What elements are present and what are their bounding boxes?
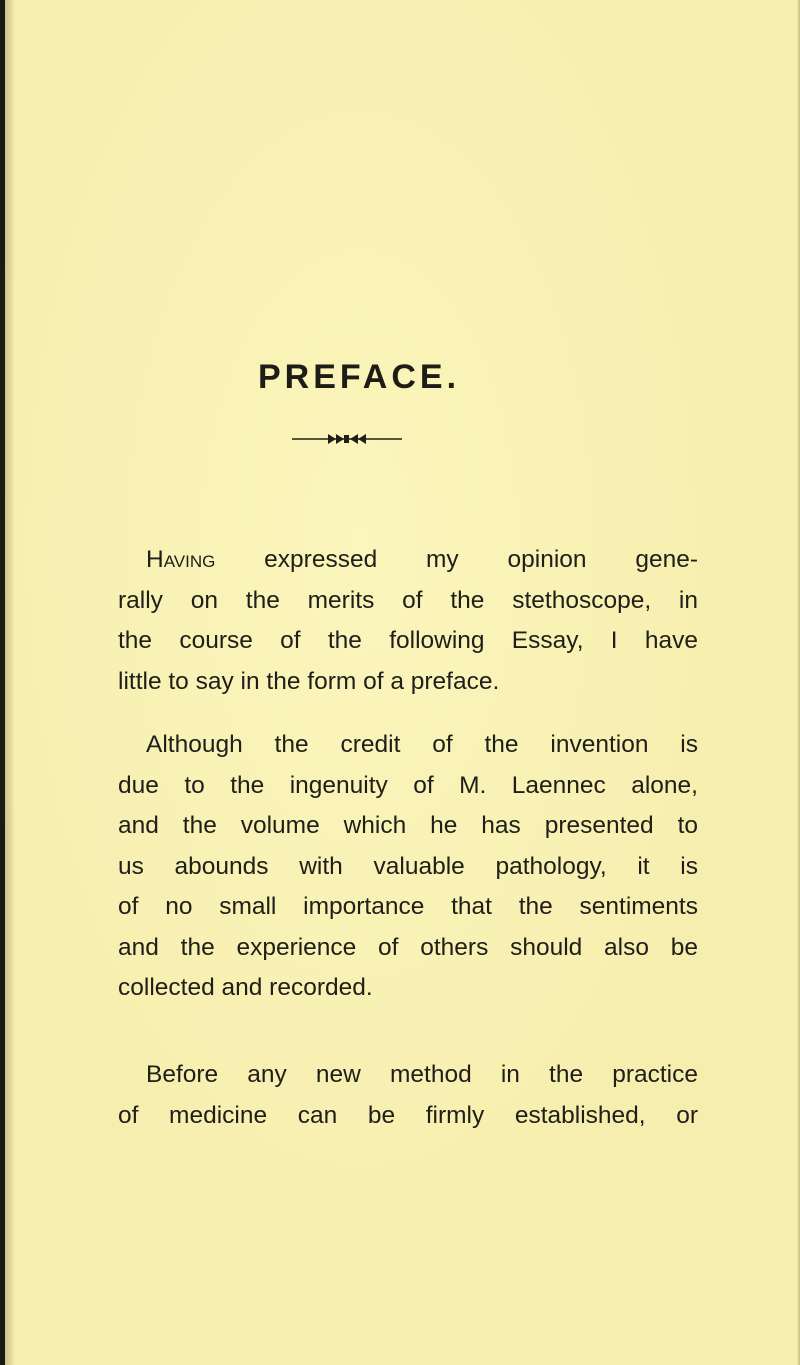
- gutter-shadow: [5, 0, 15, 1365]
- paragraph-3: [118, 1055, 698, 1136]
- line-text: expressed my opinion gene-: [215, 546, 698, 573]
- paragraph-1: [118, 540, 698, 702]
- paragraph-line: due to the ingenuity of M. Laennec alone,: [118, 771, 698, 799]
- paragraph-line: and the volume which he has presented to: [118, 812, 698, 839]
- page-title: PREFACE.: [258, 358, 461, 396]
- paragraph-line: of no small importance that the sentiments: [118, 893, 698, 920]
- paragraph-line: collected and recorded.: [118, 974, 373, 1001]
- paragraph-line: rally on the merits of the stethoscope, in: [118, 586, 698, 614]
- paragraph-line: Before any new method in the practice: [146, 1061, 698, 1088]
- paragraph-line: the course of the following Essay, I have: [118, 627, 698, 654]
- paragraph-line: Although the credit of the invention is: [146, 731, 698, 758]
- paragraph-line: us abounds with valuable pathology, it is: [118, 852, 698, 880]
- paragraph-line: little to say in the form of a preface.: [118, 667, 500, 695]
- paragraph-line: and the experience of others should also be: [118, 933, 698, 961]
- paragraph-2: [118, 725, 698, 1009]
- paragraph-line: of medicine can be firmly established, or: [118, 1101, 698, 1129]
- paragraph-line: [118, 540, 698, 581]
- opening-word: Having: [146, 546, 216, 573]
- decorative-rule-icon: [292, 433, 402, 445]
